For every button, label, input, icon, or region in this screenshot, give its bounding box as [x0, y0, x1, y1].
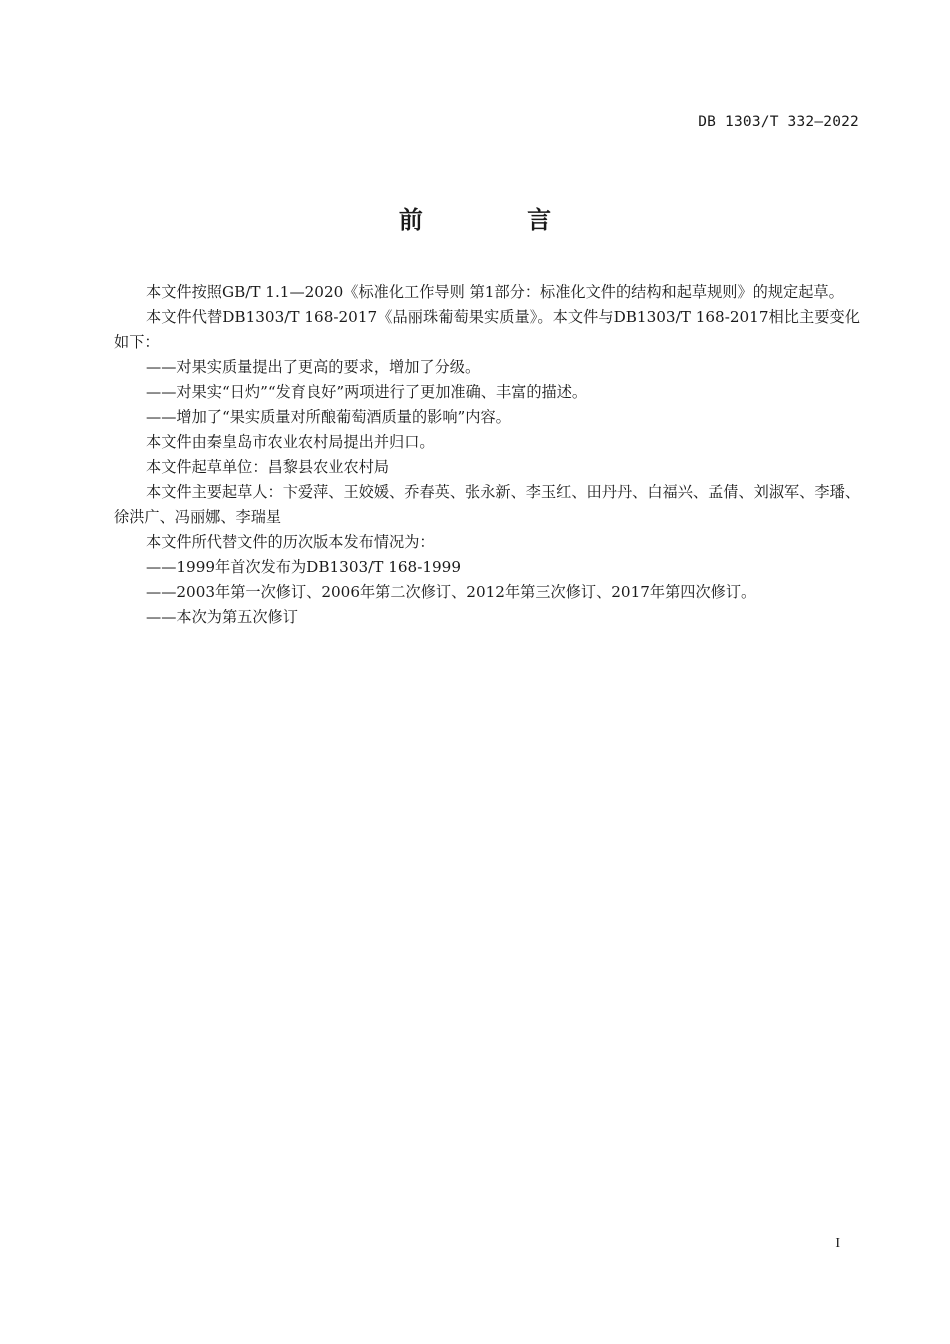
- paragraph-version-history: 本文件所代替文件的历次版本发布情况为：: [146, 533, 435, 551]
- change-item: ——对果实质量提出了更高的要求，增加了分级。: [146, 358, 481, 376]
- foreword-body: [114, 280, 860, 630]
- history-item: ——2003年第一次修订、2006年第二次修订、2012年第三次修订、2017年第四次修订。: [146, 583, 757, 601]
- history-item: ——本次为第五次修订: [146, 608, 298, 626]
- page-title: 前 言: [398, 206, 600, 234]
- change-item: ——增加了“果实质量对所酿葡萄酒质量的影响”内容。: [146, 408, 511, 426]
- history-item: ——1999年首次发布为DB1303/T 168-1999: [146, 558, 461, 576]
- paragraph-drafting-unit: 本文件起草单位：昌黎县农业农村局: [146, 458, 389, 476]
- paragraph-drafting-basis: 本文件按照GB/T 1.1—2020《标准化工作导则 第1部分：标准化文件的结构和起草规则》的规定起草。: [146, 283, 844, 301]
- page-number: I: [835, 1236, 840, 1251]
- paragraph-proposer: 本文件由秦皇岛市农业农村局提出并归口。: [146, 433, 435, 451]
- change-item: ——对果实“日灼”“发育良好”两项进行了更加准确、丰富的描述。: [146, 383, 588, 401]
- paragraph-drafters: 本文件主要起草人：卞爱萍、王姣媛、乔春英、张永新、李玉红、田丹丹、白福兴、孟倩、刘淑军、李璠、徐洪广、冯丽娜、李瑞星: [114, 483, 860, 526]
- paragraph-replacement: 本文件代替DB1303/T 168-2017《品丽珠葡萄果实质量》。本文件与DB1303/T 168-2017相比主要变化如下：: [114, 308, 860, 351]
- document-code: DB 1303/T 332—2022: [698, 114, 859, 130]
